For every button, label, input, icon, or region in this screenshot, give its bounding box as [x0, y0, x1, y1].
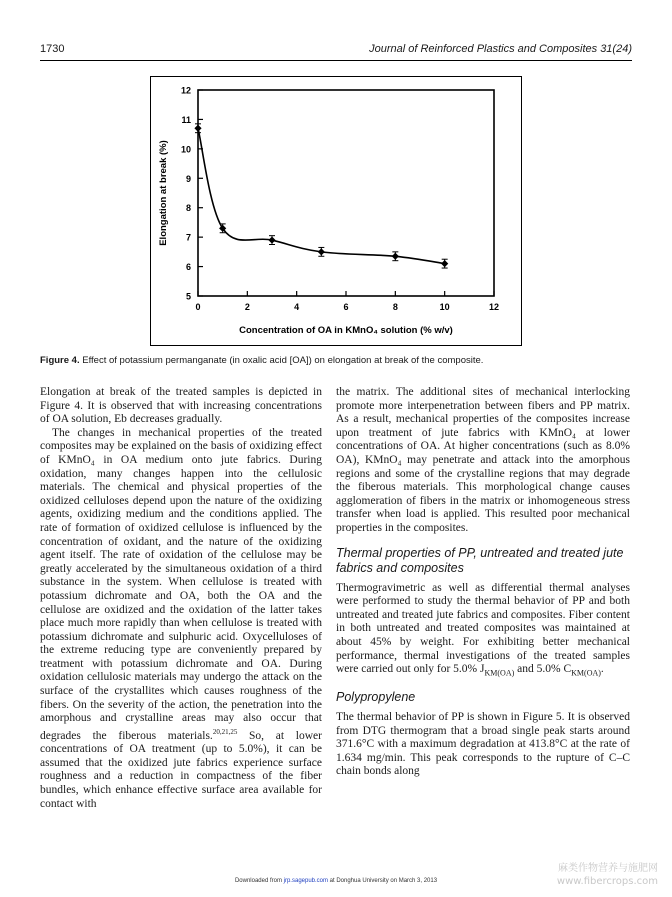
x-tick-label: 4	[294, 302, 300, 312]
section-heading: Thermal properties of PP, untreated and treated jute fabrics and composites	[336, 545, 624, 575]
download-footer: Downloaded from jrp.sagepub.com at Donghua University on March 3, 2013	[234, 878, 438, 884]
data-points	[194, 124, 448, 268]
y-tick-label: 8	[185, 203, 191, 214]
x-tick-label: 2	[244, 302, 250, 312]
plot-area	[198, 90, 494, 296]
y-tick-label: 5	[185, 291, 191, 302]
series-line	[198, 128, 445, 263]
y-tick-label: 9	[185, 173, 191, 184]
data-point	[441, 260, 448, 267]
y-tick-label: 12	[180, 85, 191, 96]
citation: 20,21,25	[212, 727, 238, 736]
x-tick-label: 6	[343, 302, 349, 312]
paragraph: The changes in mechanical properties of the treated composites may be explained on the basis of oxidizing effect of KMnO₄ in OA medium onto jute fabrics. During oxidation, many changes happen into the cellulosic materials. The chemical and physical properties of the oxidized celluloses depend upon the nature of the oxidizing agents, oxidizing medium and the conditions applied. The rate of formation of oxidized cellulose is influenced by the concentration of oxidant, and the nature of the oxidizing agent itself. The rate of oxidation of the cellulose may be greatly accelerated by the simultaneous oxidation of a third substance in the system. When cellulose is treated with potassium dichromate and OA, both the OA and the cellulose are oxidized and the oxidation of the latter takes place much more rapidly than when cellulose is treated with potassium dichromate and sulphuric acid. Oxycelluloses of the extreme reducing type are conveniently prepared by treatment with potassium dichromate and OA. During oxidation cellulosic materials may undergo the attack on the surface of the crystallites which causes roughness of the fibers. On the severity of the action, the penetration into the amorphous and crystalline areas may also occur that degrades the fiberous materials.$^{20,21,25}$ So, at lower concentrations of OA treatment (up to 5.0%), it can be assumed that the oxidized jute fabrics experience surface roughness and a reduction in compactness of the fiber bundles, which enhance effective surface area available for contact with	[40, 426, 322, 810]
y-tick-label: 6	[185, 262, 191, 273]
x-tick-label: 8	[392, 302, 398, 312]
subsection-heading: Polypropylene	[336, 689, 416, 704]
paragraph: Elongation at break of the treated samples is depicted in Figure 4. It is observed that with increasing concentrations of OA solution, Eb decreases gradually.	[40, 386, 322, 426]
x-tick-label: 10	[439, 302, 450, 312]
y-tick-label: 7	[185, 232, 191, 243]
watermark: 麻类作物营养与施肥网 www.fibercrops.com	[556, 863, 658, 887]
header-rule	[40, 60, 632, 61]
caption-label: Figure 4.	[40, 355, 80, 366]
data-point	[318, 248, 325, 255]
running-header	[40, 43, 632, 61]
y-tick-label: 10	[180, 144, 191, 155]
right-column	[336, 386, 630, 779]
data-point	[392, 253, 399, 260]
x-axis	[195, 291, 499, 312]
figure-caption	[40, 354, 632, 367]
y-axis-label: Elongation at break (%)	[158, 140, 169, 246]
x-tick-label: 0	[195, 302, 201, 312]
figure-frame	[151, 77, 522, 346]
data-point	[194, 125, 201, 132]
journal-title: Journal of Reinforced Plastics and Composites 31(24)	[369, 43, 632, 55]
x-axis-label: Concentration of OA in KMnO₄ solution (% w/v)	[239, 325, 453, 336]
footer-link[interactable]: jrp.sagepub.com	[283, 878, 328, 884]
paragraph: the matrix. The additional sites of mechanical interlocking promote more interpenetration between fibers and PP matrix. As a result, mechanical properties of the composites increase upon treatment of jute fabrics with KMnO₄ at lower concentrations of OA. At higher concentrations (such as 8.0% OA), KMnO₄ may penetrate and attack into the amorphous regions and some of the crystalline regions that may degrade the fiberous materials. This morphological change causes agglomeration of fibers in the matrix or inhomogeneous stress transfer when load is applied. This resulted poor mechanical properties in the composites.	[336, 386, 630, 534]
figure-4-chart	[150, 76, 522, 346]
y-tick-label: 11	[181, 114, 191, 125]
y-axis	[181, 86, 203, 302]
caption-text: Effect of potassium permanganate (in oxalic acid [OA]) on elongation at break of the composite.	[82, 355, 484, 366]
data-point	[268, 236, 275, 243]
paragraph: Thermogravimetric as well as differential thermal analyses were performed to study the thermal behavior of PP and both untreated and treated jute fabrics and composites. Fiber content in both untreated and treated composites was maintained at about 45% by weight. For exhibiting better mechanical performance, thermal investigations of the treated samples were carried out only for 5.0% $J_{KM(OA)}$ and 5.0% $C_{KM(OA)}$.	[336, 581, 630, 678]
x-tick-label: 12	[488, 302, 500, 312]
paragraph: The thermal behavior of PP is shown in Figure 5. It is observed from DTG thermogram that a broad single peak starts around 371.6°C with a maximum degradation at 413.8°C at the rate of 1.634 mg/min. This peak corresponds to the rupture of C–C chain bonds along	[336, 710, 630, 778]
page-number: 1730	[40, 43, 65, 55]
left-column	[40, 386, 322, 811]
